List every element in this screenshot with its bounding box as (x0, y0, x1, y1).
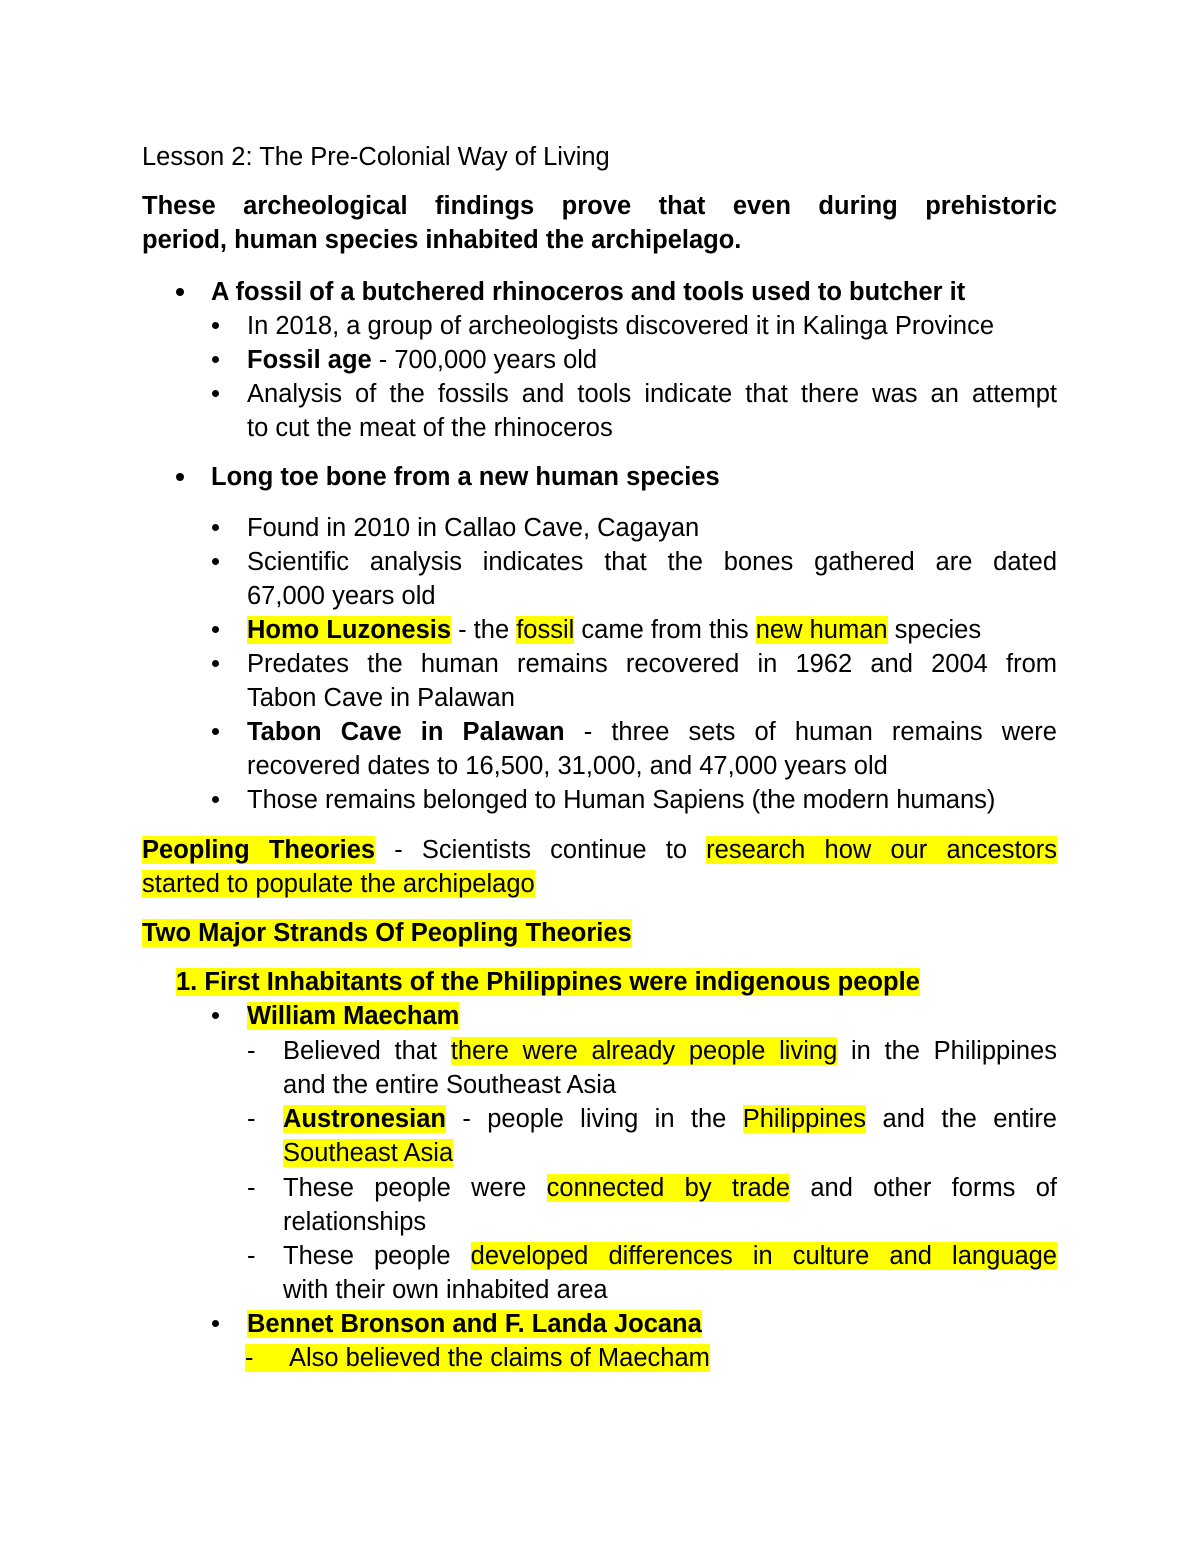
section2-heading: Long toe bone from a new human species (211, 463, 720, 491)
section2-item-2-line-2: 67,000 years old (247, 582, 436, 610)
section1-item-2: Fossil age - 700,000 years old (247, 346, 598, 374)
section1-item-3-line-1: Analysis of the fossils and tools indicate that there was an attempt (247, 380, 1057, 408)
person-bronson-jocana: Bennet Bronson and F. Landa Jocana (247, 1310, 702, 1338)
bullet-icon (212, 524, 219, 531)
section1-item-1: In 2018, a group of archeologists discovered it in Kalinga Province (247, 312, 995, 340)
bullet-icon (212, 356, 219, 363)
bullet-icon (212, 322, 219, 329)
maecham-point-4-line-2: with their own inhabited area (283, 1276, 608, 1304)
bullet-icon (212, 660, 219, 667)
dash-icon: - (247, 1174, 256, 1202)
section2-item-2-line-1: Scientific analysis indicates that the bones gathered are dated (247, 548, 1057, 576)
section2-item-4-line-2: Tabon Cave in Palawan (247, 684, 515, 712)
bronson-point-1: - Also believed the claims of Maecham (245, 1344, 710, 1372)
bullet-icon (212, 1320, 219, 1327)
bullet-icon (212, 796, 219, 803)
dash-icon: - (247, 1037, 256, 1065)
section1-heading: A fossil of a butchered rhinoceros and tools used to butcher it (211, 278, 966, 306)
intro-line-1: These archeological findings prove that even during prehistoric (142, 192, 1057, 220)
maecham-point-2-line-2: Southeast Asia (283, 1139, 454, 1167)
bullet-icon (212, 390, 219, 397)
dash-icon: - (247, 1242, 256, 1270)
maecham-point-1-line-2: and the entire Southeast Asia (283, 1071, 617, 1099)
maecham-point-4-line-1: These people developed differences in culture and language (283, 1242, 1057, 1270)
bullet-icon (212, 728, 219, 735)
bullet-icon (212, 626, 219, 633)
section2-item-5-line-2: recovered dates to 16,500, 31,000, and 47,000 years old (247, 752, 888, 780)
section2-item-6: Those remains belonged to Human Sapiens (the modern humans) (247, 786, 996, 814)
dash-icon: - (247, 1105, 256, 1133)
maecham-point-1-line-1: Believed that there were already people living in the Philippines (283, 1037, 1057, 1065)
maecham-point-3-line-2: relationships (283, 1208, 427, 1236)
section2-item-4-line-1: Predates the human remains recovered in 1962 and 2004 from (247, 650, 1057, 678)
strands-heading: Two Major Strands Of Peopling Theories (142, 919, 632, 947)
bullet-icon (176, 288, 184, 296)
section2-item-3: Homo Luzonesis - the fossil came from this new human species (247, 616, 982, 644)
section1-item-3-line-2: to cut the meat of the rhinoceros (247, 414, 613, 442)
bullet-icon (212, 558, 219, 565)
intro-line-2: period, human species inhabited the archipelago. (142, 226, 742, 254)
maecham-point-2-line-1: Austronesian - people living in the Philippines and the entire (283, 1105, 1057, 1133)
lesson-title: Lesson 2: The Pre-Colonial Way of Living (142, 143, 610, 171)
peopling-theories-line-2: started to populate the archipelago (142, 870, 535, 898)
strand-1-title: 1. First Inhabitants of the Philippines were indigenous people (176, 968, 920, 996)
section2-item-1: Found in 2010 in Callao Cave, Cagayan (247, 514, 700, 542)
bullet-icon (212, 1012, 219, 1019)
bullet-icon (176, 473, 184, 481)
maecham-point-3-line-1: These people were connected by trade and other forms of (283, 1174, 1057, 1202)
peopling-theories-line-1: Peopling Theories - Scientists continue to research how our ancestors (142, 836, 1058, 864)
section2-item-5-line-1: Tabon Cave in Palawan - three sets of human remains were (247, 718, 1057, 746)
person-william-maecham: William Maecham (247, 1002, 460, 1030)
